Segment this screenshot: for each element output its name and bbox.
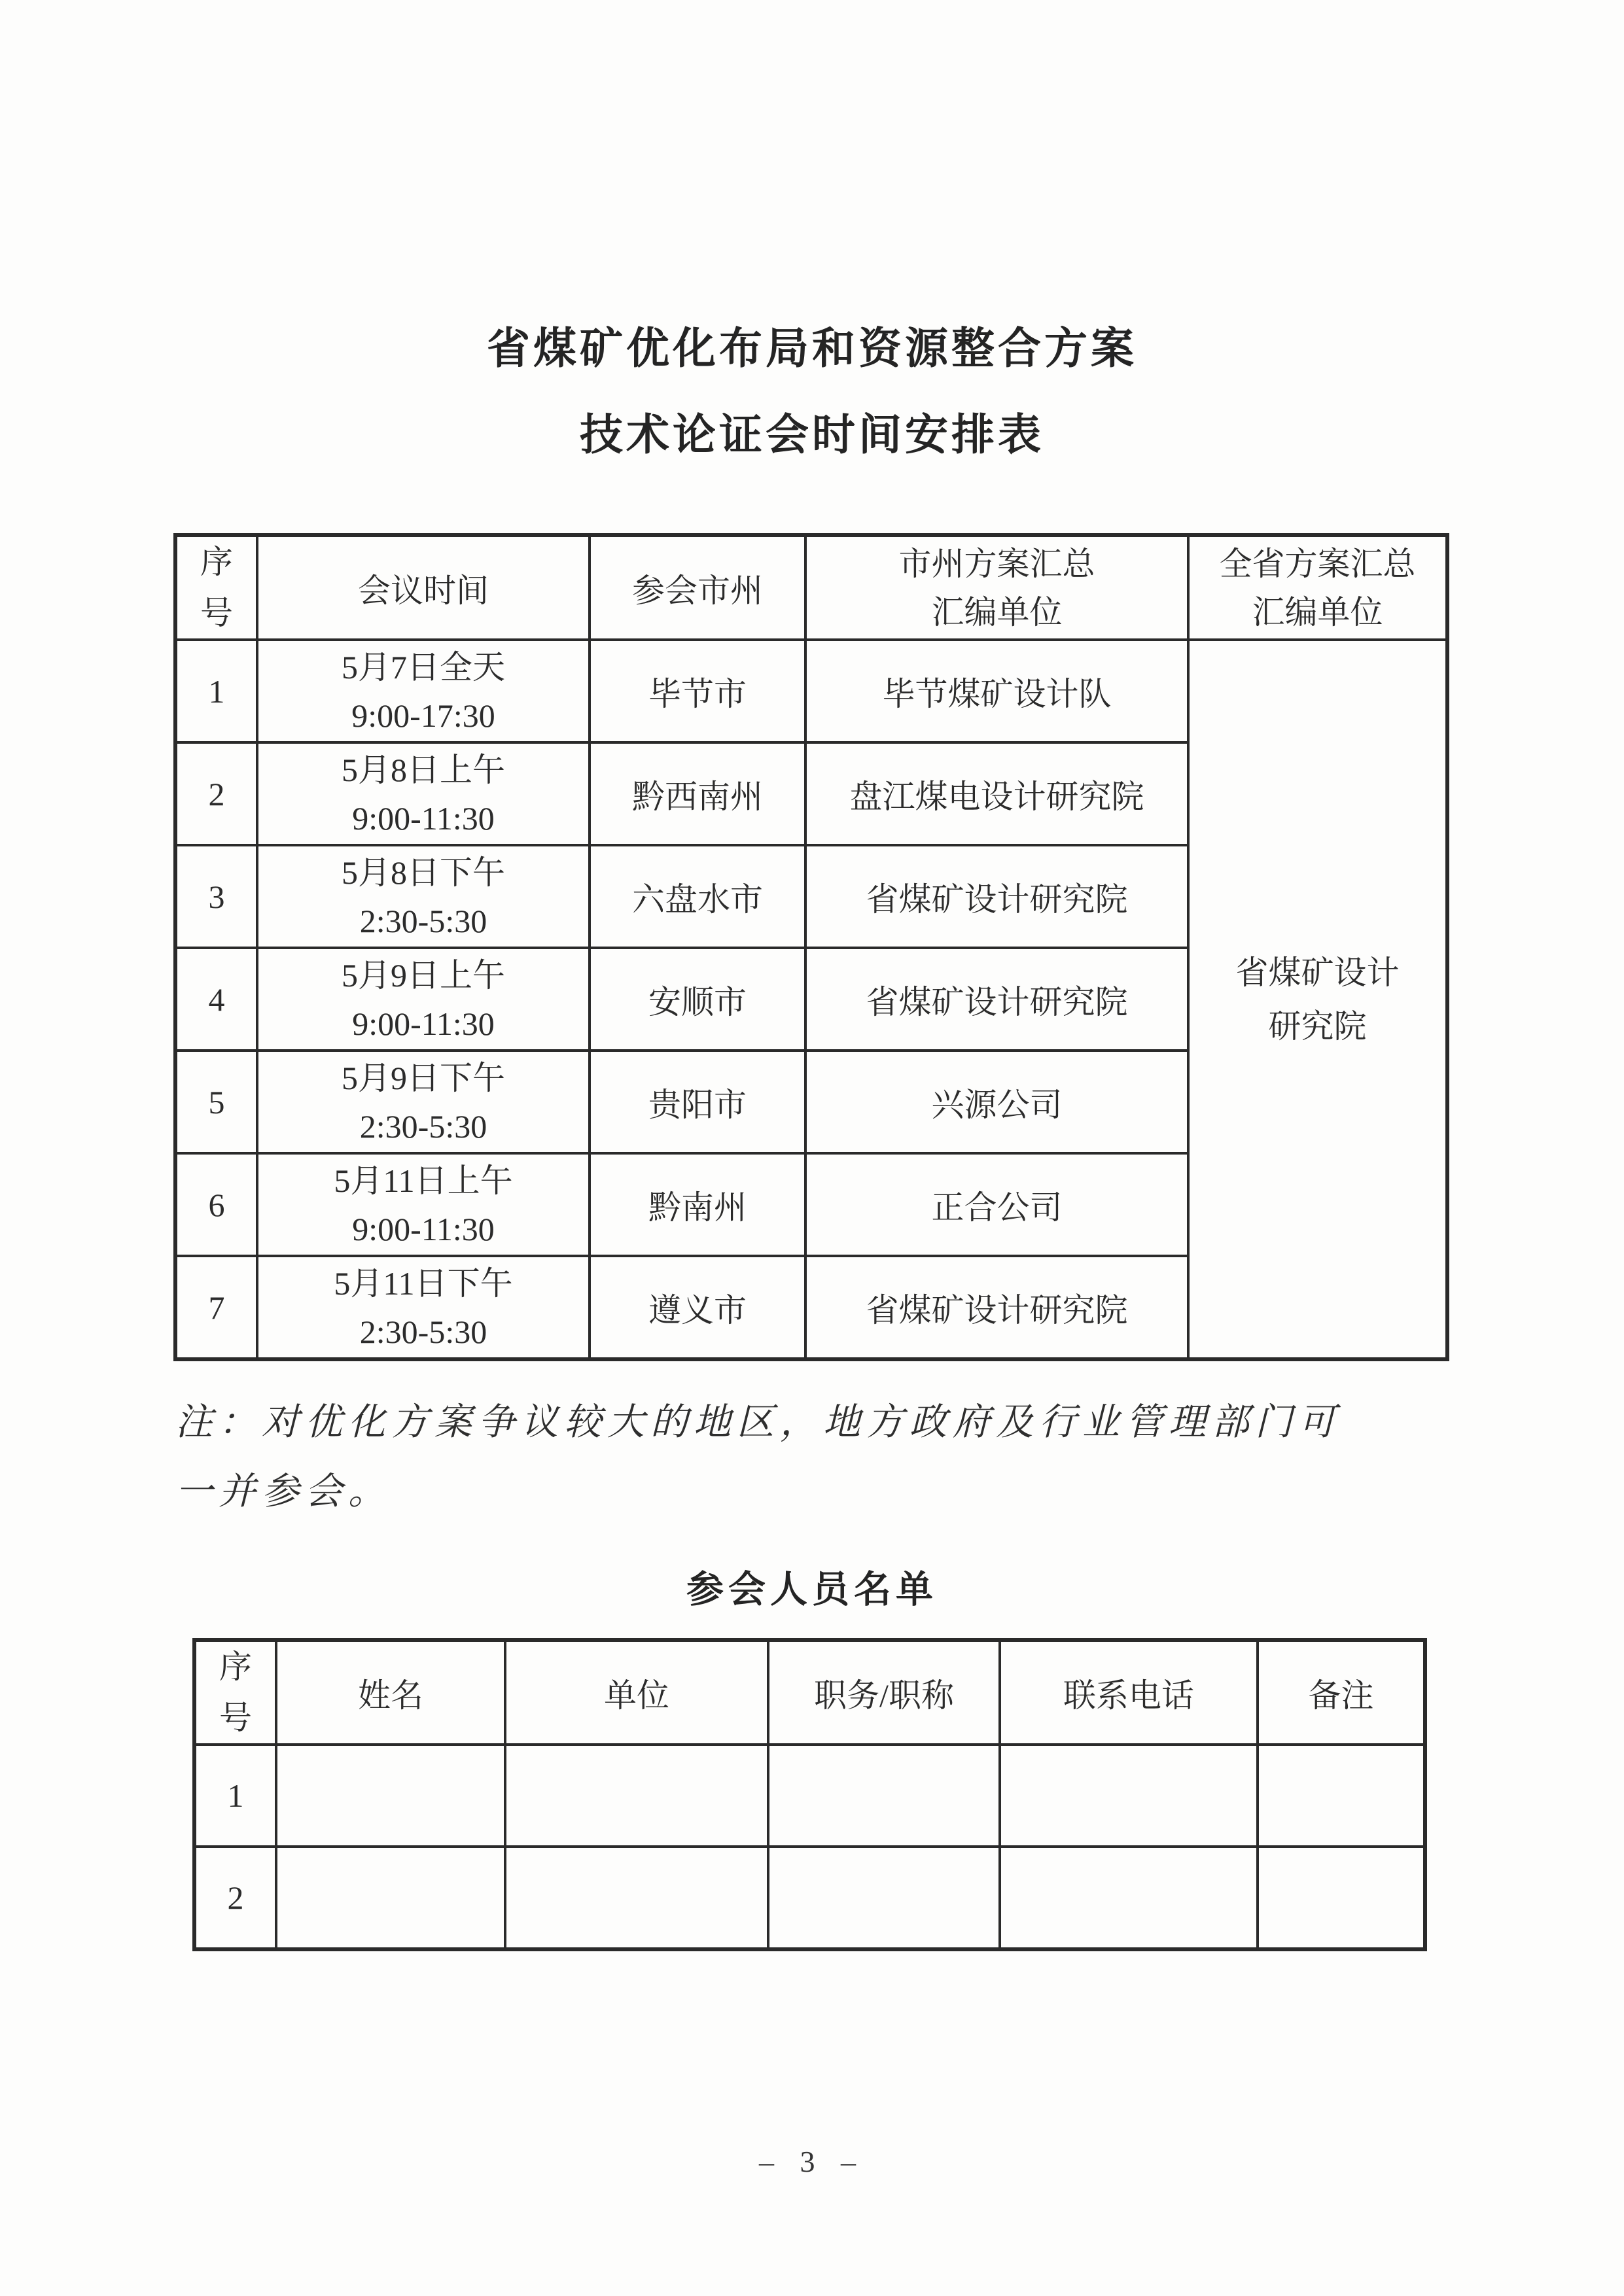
schedule-header-row	[175, 535, 1447, 640]
city-cell: 贵阳市	[590, 1051, 805, 1153]
participant-unit-cell	[505, 1847, 768, 1949]
unit-cell: 正合公司	[805, 1153, 1188, 1256]
participant-position-cell	[768, 1745, 1000, 1847]
header-meeting-time: 会议时间	[257, 535, 590, 640]
participant-index-cell: 2	[194, 1847, 276, 1949]
header-city-unit-line-1: 市州方案汇总	[898, 545, 1095, 582]
meeting-hours: 2:30-5:30	[359, 1313, 487, 1350]
meeting-date: 5月11日上午	[334, 1162, 513, 1199]
meeting-date: 5月9日下午	[342, 1059, 505, 1096]
header-city: 参会市州	[590, 535, 805, 640]
participants-header-name: 姓名	[276, 1640, 505, 1745]
meeting-time-cell	[257, 948, 590, 1051]
meeting-hours: 9:00-17:30	[351, 697, 495, 734]
participants-title: 参会人员名单	[686, 1569, 938, 1610]
header-index-label: 序号	[200, 544, 233, 631]
header-province-unit-line-1: 全省方案汇总	[1219, 545, 1416, 582]
participant-name-cell	[276, 1745, 505, 1847]
participants-header-row	[194, 1640, 1425, 1745]
participants-header-position: 职务/职称	[768, 1640, 1000, 1745]
participant-index-cell: 1	[194, 1745, 276, 1847]
note-text	[175, 1388, 1445, 1527]
participants-row	[194, 1745, 1425, 1847]
city-cell: 毕节市	[590, 640, 805, 742]
page-number: – 3 –	[759, 2145, 865, 2178]
participant-unit-cell	[505, 1745, 768, 1847]
participant-position-cell	[768, 1847, 1000, 1949]
meeting-hours: 2:30-5:30	[359, 1107, 487, 1145]
city-cell: 六盘水市	[590, 845, 805, 948]
province-unit-line-2: 研究院	[1268, 1007, 1367, 1045]
row-index-cell: 5	[175, 1051, 257, 1153]
participants-header-index	[194, 1640, 276, 1745]
meeting-date: 5月8日下午	[342, 854, 505, 891]
meeting-time-cell	[257, 845, 590, 948]
row-index-cell: 3	[175, 845, 257, 948]
meeting-hours: 9:00-11:30	[352, 1005, 495, 1042]
participant-remark-cell	[1258, 1745, 1425, 1847]
row-index-cell: 1	[175, 640, 257, 742]
header-city-unit	[805, 535, 1188, 640]
unit-cell: 毕节煤矿设计队	[805, 640, 1188, 742]
meeting-time-cell	[257, 1256, 590, 1359]
participants-header-remark: 备注	[1258, 1640, 1425, 1745]
city-cell: 黔西南州	[590, 742, 805, 845]
header-province-unit-line-2: 汇编单位	[1252, 593, 1383, 631]
participant-remark-cell	[1258, 1847, 1425, 1949]
participants-table	[192, 1638, 1427, 1951]
note-line-1: 注：对优化方案争议较大的地区，地方政府及行业管理部门可	[175, 1402, 1341, 1443]
meeting-hours: 9:00-11:30	[352, 1210, 495, 1247]
meeting-time-cell	[257, 1051, 590, 1153]
meeting-date: 5月11日下午	[334, 1264, 513, 1302]
meeting-time-cell	[257, 640, 590, 742]
participant-phone-cell	[1000, 1745, 1258, 1847]
meeting-date: 5月8日上午	[342, 751, 505, 788]
city-cell: 黔南州	[590, 1153, 805, 1256]
participants-row	[194, 1847, 1425, 1949]
row-index-cell: 2	[175, 742, 257, 845]
header-index	[175, 535, 257, 640]
province-unit-line-1: 省煤矿设计	[1235, 954, 1400, 991]
participants-header-index-label: 序号	[219, 1648, 252, 1736]
row-index-cell: 6	[175, 1153, 257, 1256]
meeting-time-cell	[257, 1153, 590, 1256]
participant-phone-cell	[1000, 1847, 1258, 1949]
meeting-date: 5月9日上午	[342, 956, 505, 994]
title-line-1: 省煤矿优化布局和资源整合方案	[487, 325, 1137, 373]
schedule-table	[173, 533, 1449, 1361]
note-line-2: 一并参会。	[175, 1471, 391, 1512]
participants-header-unit: 单位	[505, 1640, 768, 1745]
city-cell: 安顺市	[590, 948, 805, 1051]
header-province-unit	[1188, 535, 1447, 640]
title-line-2: 技术论证会时间安排表	[580, 411, 1044, 459]
unit-cell: 盘江煤电设计研究院	[805, 742, 1188, 845]
city-cell: 遵义市	[590, 1256, 805, 1359]
meeting-time-cell	[257, 742, 590, 845]
header-city-unit-line-2: 汇编单位	[931, 593, 1063, 631]
unit-cell: 省煤矿设计研究院	[805, 845, 1188, 948]
participants-header-phone: 联系电话	[1000, 1640, 1258, 1745]
meeting-date: 5月7日全天	[342, 648, 505, 686]
meeting-hours: 2:30-5:30	[359, 902, 487, 939]
meeting-hours: 9:00-11:30	[352, 799, 495, 837]
participant-name-cell	[276, 1847, 505, 1949]
row-index-cell: 4	[175, 948, 257, 1051]
unit-cell: 省煤矿设计研究院	[805, 948, 1188, 1051]
document-title	[0, 306, 1624, 479]
schedule-row	[175, 640, 1447, 742]
unit-cell: 兴源公司	[805, 1051, 1188, 1153]
province-unit-cell	[1188, 640, 1447, 1359]
row-index-cell: 7	[175, 1256, 257, 1359]
unit-cell: 省煤矿设计研究院	[805, 1256, 1188, 1359]
